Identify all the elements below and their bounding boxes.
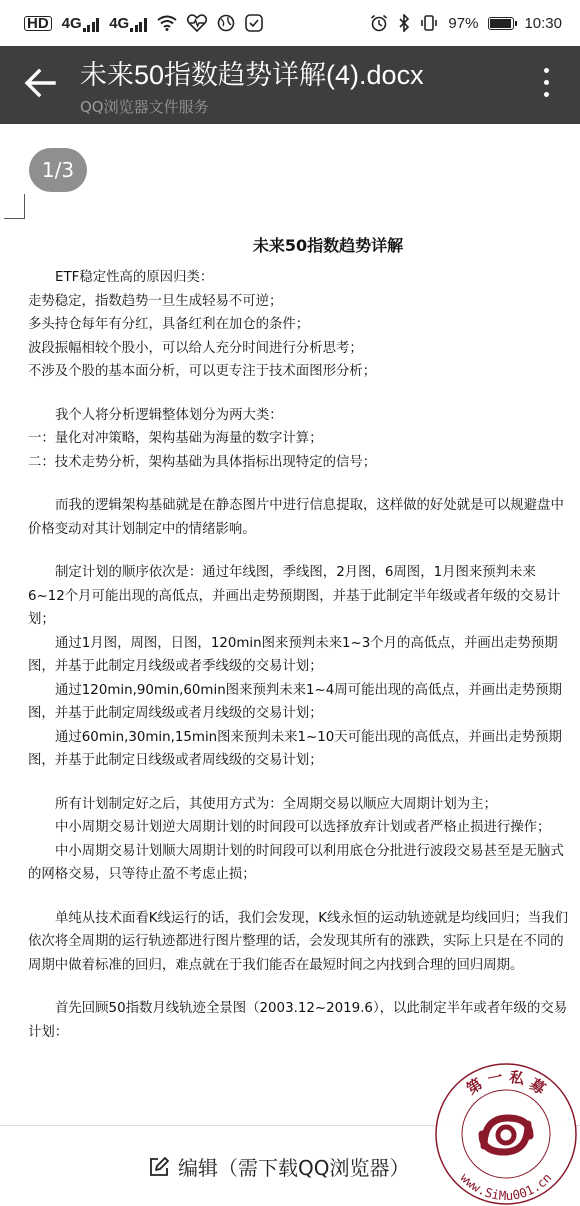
document-paragraph: 多头持仓每年有分红，具备红利在加仓的条件； bbox=[28, 317, 310, 332]
clock: 10:30 bbox=[524, 14, 562, 32]
paragraph-spacer bbox=[28, 887, 568, 907]
vpn-globe-icon bbox=[217, 14, 235, 32]
document-paragraph: 而我的逻辑架构基础就是在静态图片中进行信息提取，这样做的好处就是可以规避盘中价格变动对其计划制定中的情绪影响。 bbox=[28, 498, 564, 537]
signal-icon-2 bbox=[109, 15, 147, 32]
status-bar bbox=[0, 0, 580, 46]
edit-button[interactable] bbox=[148, 1152, 409, 1181]
document-paragraph: 我个人将分析逻辑整体划分为两大类： bbox=[55, 407, 283, 423]
edit-pencil-icon bbox=[148, 1156, 170, 1178]
document-viewer[interactable] bbox=[0, 124, 580, 1124]
battery-fill bbox=[490, 19, 510, 28]
document-paragraph: 走势稳定，指数趋势一旦生成轻易不可逆； bbox=[28, 293, 283, 309]
simu-watermark-logo bbox=[432, 1060, 580, 1205]
document-heading: 未来50指数趋势详解 bbox=[252, 236, 404, 255]
paragraph-spacer bbox=[28, 541, 568, 561]
page-crop-mark bbox=[4, 194, 25, 219]
alarm-icon bbox=[370, 14, 388, 32]
back-arrow-icon[interactable] bbox=[24, 66, 58, 100]
document-title: 未来50指数趋势详解(4).docx bbox=[80, 60, 424, 90]
document-subtitle: QQ浏览器文件服务 bbox=[80, 98, 209, 116]
watermark-bottom-text: www.SiMu001.cn bbox=[457, 1170, 555, 1204]
app-bar bbox=[0, 46, 580, 124]
paragraph-spacer bbox=[28, 474, 568, 494]
signal-icon-1 bbox=[62, 15, 100, 32]
document-paragraph: ETF稳定性高的原因归类： bbox=[55, 270, 214, 285]
document-paragraph: 单纯从技术面看K线运行的话，我们会发现，K线永恒的运动轨迹就是均线回归；当我们依次将全周期的运行轨迹都进行图片整理的话，会发现其所有的涨跌，实际上只是在不同的周期中做着标准的回归，难点就在于我们能否在最短时间之内找到合理的回归周期。 bbox=[28, 910, 569, 973]
network-type-1: 4G bbox=[61, 14, 82, 32]
hd-badge: HD bbox=[24, 16, 52, 31]
document-paragraph: 通过60min,30min,15min图来预判未来1~10天可能出现的高低点，并画出走势预期图，并基于此制定日线级或者周线级的交易计划； bbox=[28, 729, 562, 768]
status-right bbox=[370, 14, 562, 32]
paragraph-spacer bbox=[28, 773, 568, 793]
title-block bbox=[80, 58, 520, 117]
heart-rate-icon bbox=[187, 14, 207, 32]
edit-button-label: 编辑（需下载QQ浏览器） bbox=[178, 1156, 410, 1180]
document-paragraph: 通过1月图，周图，日图，120min图来预判未来1~3个月的高低点，并画出走势预期图，并基于此制定月线级或者季线级的交易计划； bbox=[28, 635, 558, 674]
watermark-top-text: 第 一 私 募 bbox=[463, 1067, 549, 1099]
document-paragraph: 中小周期交易计划逆大周期计划的时间段可以选择放弃计划或者严格止损进行操作； bbox=[55, 820, 551, 835]
page-indicator: 1/3 bbox=[29, 148, 87, 192]
document-paragraph: 不涉及个股的基本面分析，可以更专注于技术面图形分析； bbox=[28, 364, 377, 379]
document-paragraph: 制定计划的顺序依次是：通过年线图，季线图，2月图，6周图，1月图来预判未来6~12个月可能出现的高低点，并画出走势预期图，并基于此制定半年级或者年级的交易计划； bbox=[28, 565, 561, 627]
paragraph-list bbox=[28, 266, 568, 1044]
battery-icon bbox=[488, 17, 514, 30]
paragraph-spacer bbox=[28, 977, 568, 997]
app-notification-icon bbox=[245, 14, 263, 32]
document-paragraph: 首先回顾50指数月线轨迹全景图（2003.12~2019.6），以此制定半年或者年级的交易计划： bbox=[28, 1001, 568, 1040]
document-paragraph: 所有计划制定好之后，其使用方式为：全周期交易以顺应大周期计划为主； bbox=[55, 796, 497, 812]
document-body bbox=[28, 234, 568, 1044]
paragraph-spacer bbox=[28, 384, 568, 404]
vibrate-icon bbox=[420, 14, 438, 32]
document-paragraph: 一：量化对冲策略，架构基础为海量的数字计算； bbox=[28, 431, 323, 446]
network-type-2: 4G bbox=[109, 14, 130, 32]
more-vertical-icon[interactable] bbox=[542, 68, 550, 102]
bluetooth-icon bbox=[398, 14, 410, 32]
document-paragraph: 通过120min,90min,60min图来预判未来1~4周可能出现的高低点，并画出走势预期图，并基于此制定周线级或者月线级的交易计划； bbox=[28, 682, 562, 721]
document-paragraph: 二：技术走势分析，架构基础为具体指标出现特定的信号； bbox=[28, 454, 377, 470]
status-left bbox=[24, 14, 263, 32]
document-paragraph: 中小周期交易计划顺大周期计划的时间段可以利用底仓分批进行波段交易甚至是无脑式的网格交易，只等待止盈不考虑止损； bbox=[28, 843, 564, 882]
battery-percent: 97% bbox=[448, 14, 479, 32]
wifi-icon bbox=[157, 15, 177, 31]
document-paragraph: 波段振幅相较个股小，可以给人充分时间进行分析思考； bbox=[28, 340, 363, 356]
